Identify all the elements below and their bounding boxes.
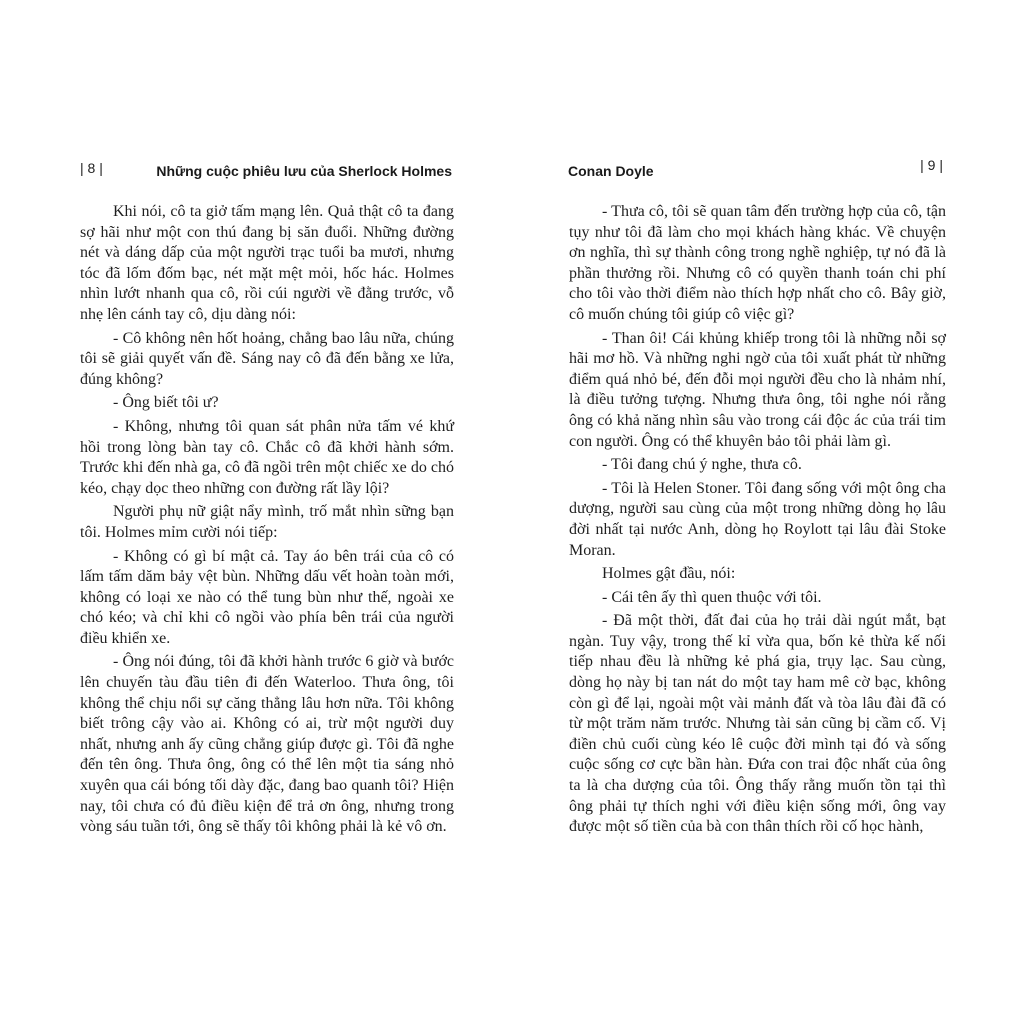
page-number: | 9 | [920,157,943,173]
paragraph: - Thưa cô, tôi sẽ quan tâm đến trường hợp của cô, tận tụy như tôi đã làm cho mọi khách hàng khác. Về chuyện ơn nghĩa, thì sự thành công trong nghề nghiệp, tự nó đã là phần thưởng rồi. Nhưng cô có quyền thanh toán chi phí cho tôi vào thời điểm nào thích hợp nhất cho cô. Bây giờ, cô muốn chúng tôi giúp cô việc gì? [569,203,946,323]
paragraph: - Không có gì bí mật cả. Tay áo bên trái của cô có lấm tấm dăm bảy vệt bùn. Những dấu vết hoàn toàn mới, không có loại xe nào có thể tung bùn như thế, ngoài xe chó kéo; và chỉ khi cô ngồi vào phía bên trái của người điều khiển xe. [80,547,454,647]
right-page [512,0,1024,1024]
left-page-body [80,202,454,841]
right-page-body [569,202,946,841]
paragraph: - Tôi là Helen Stoner. Tôi đang sống với một ông cha dượng, người sau cùng của một trong những dòng họ lâu đời nhất tại nước Anh, dòng họ Roylott tại lâu đài Stoke Moran. [569,479,946,559]
paragraph: Người phụ nữ giật nẩy mình, trố mắt nhìn sững bạn tôi. Holmes mỉm cười nói tiếp: [80,503,454,541]
paragraph: - Cái tên ấy thì quen thuộc với tôi. [602,588,822,606]
paragraph: Holmes gật đầu, nói: [602,565,736,583]
running-title: Conan Doyle [568,163,654,179]
paragraph: - Cô không nên hốt hoảng, chẳng bao lâu nữa, chúng tôi sẽ giải quyết vấn đề. Sáng nay cô đã đến bằng xe lửa, đúng không? [80,329,454,388]
paragraph: - Than ôi! Cái khủng khiếp trong tôi là những nỗi sợ hãi mơ hồ. Và những nghi ngờ của tôi xuất phát từ những điểm quá nhỏ bé, đến đỗi mọi người đều cho là nhảm nhí, là điều tưởng tượng. Nhưng thưa ông, tôi nghe nói rằng ông có khả năng nhìn sâu vào trong cái độc ác của trái tim con người. Ông có thể khuyên bảo tôi phải làm gì. [569,329,946,450]
paragraph: - Ông biết tôi ư? [113,394,219,412]
page-number: | 8 | [80,160,103,176]
paragraph: - Không, nhưng tôi quan sát phân nửa tấm vé khứ hồi trong lòng bàn tay cô. Chắc cô đã khởi hành sớm. Trước khi đến nhà ga, cô đã ngồi trên một chiếc xe do chó kéo, chạy dọc theo những con đường rất lầy lội? [80,417,454,497]
paragraph: - Ông nói đúng, tôi đã khởi hành trước 6 giờ và bước lên chuyến tàu đầu tiên đi đến Waterloo. Thưa ông, tôi không thể chịu nổi sự căng thẳng lâu hơn nữa. Tôi không biết trông cậy vào ai. Không có ai, trừ một người duy nhất, nhưng anh ấy cũng chẳng giúp được gì. Tôi đã nghe đến tên ông. Thưa ông, ông có thể lên một tia sáng nhỏ xuyên qua cái bóng tối dày đặc, đang bao quanh tôi? Hiện nay, tôi chưa có đủ điều kiện để trả ơn ông, nhưng trong vòng sáu tuần tới, ông sẽ thấy tôi không phải là kẻ vô ơn. [80,653,454,836]
paragraph: - Đã một thời, đất đai của họ trải dài ngút mắt, bạt ngàn. Tuy vậy, trong thế kỉ vừa qua, bốn kẻ thừa kế nối tiếp nhau đều là những kẻ phá gia, trụy lạc. Sau cùng, dòng họ này bị tan nát do một tay ham mê cờ bạc, không còn gì để lại, ngoài một vài mảnh đất và tòa lâu đài đã có từ một trăm năm trước. Nhưng tài sản cũng bị cầm cố. Vị điền chủ cuối cùng kéo lê cuộc đời mình tại đó và sống cuộc sống cơ cực bần hàn. Đứa con trai độc nhất của ông ta là cha dượng của tôi. Ông thấy rằng muốn tồn tại thì ông phải tự thích nghi với điều kiện sống mới, ông vay được một số tiền của bà con thân thích rồi cố học hành, [569,612,946,836]
paragraph: - Tôi đang chú ý nghe, thưa cô. [602,456,802,474]
paragraph: Khi nói, cô ta giở tấm mạng lên. Quả thật cô ta đang sợ hãi như một con thú đang bị săn đuổi. Những đường nét và dáng dấp của một người trạc tuổi ba mươi, nhưng tóc đã lốm đốm bạc, nét mặt mệt mỏi, hốc hác. Holmes nhìn lướt nhanh qua cô, rồi cúi người về đằng trước, vỗ nhẹ lên cánh tay cô, dịu dàng nói: [80,203,454,323]
running-title: Những cuộc phiêu lưu của Sherlock Holmes [156,163,452,179]
